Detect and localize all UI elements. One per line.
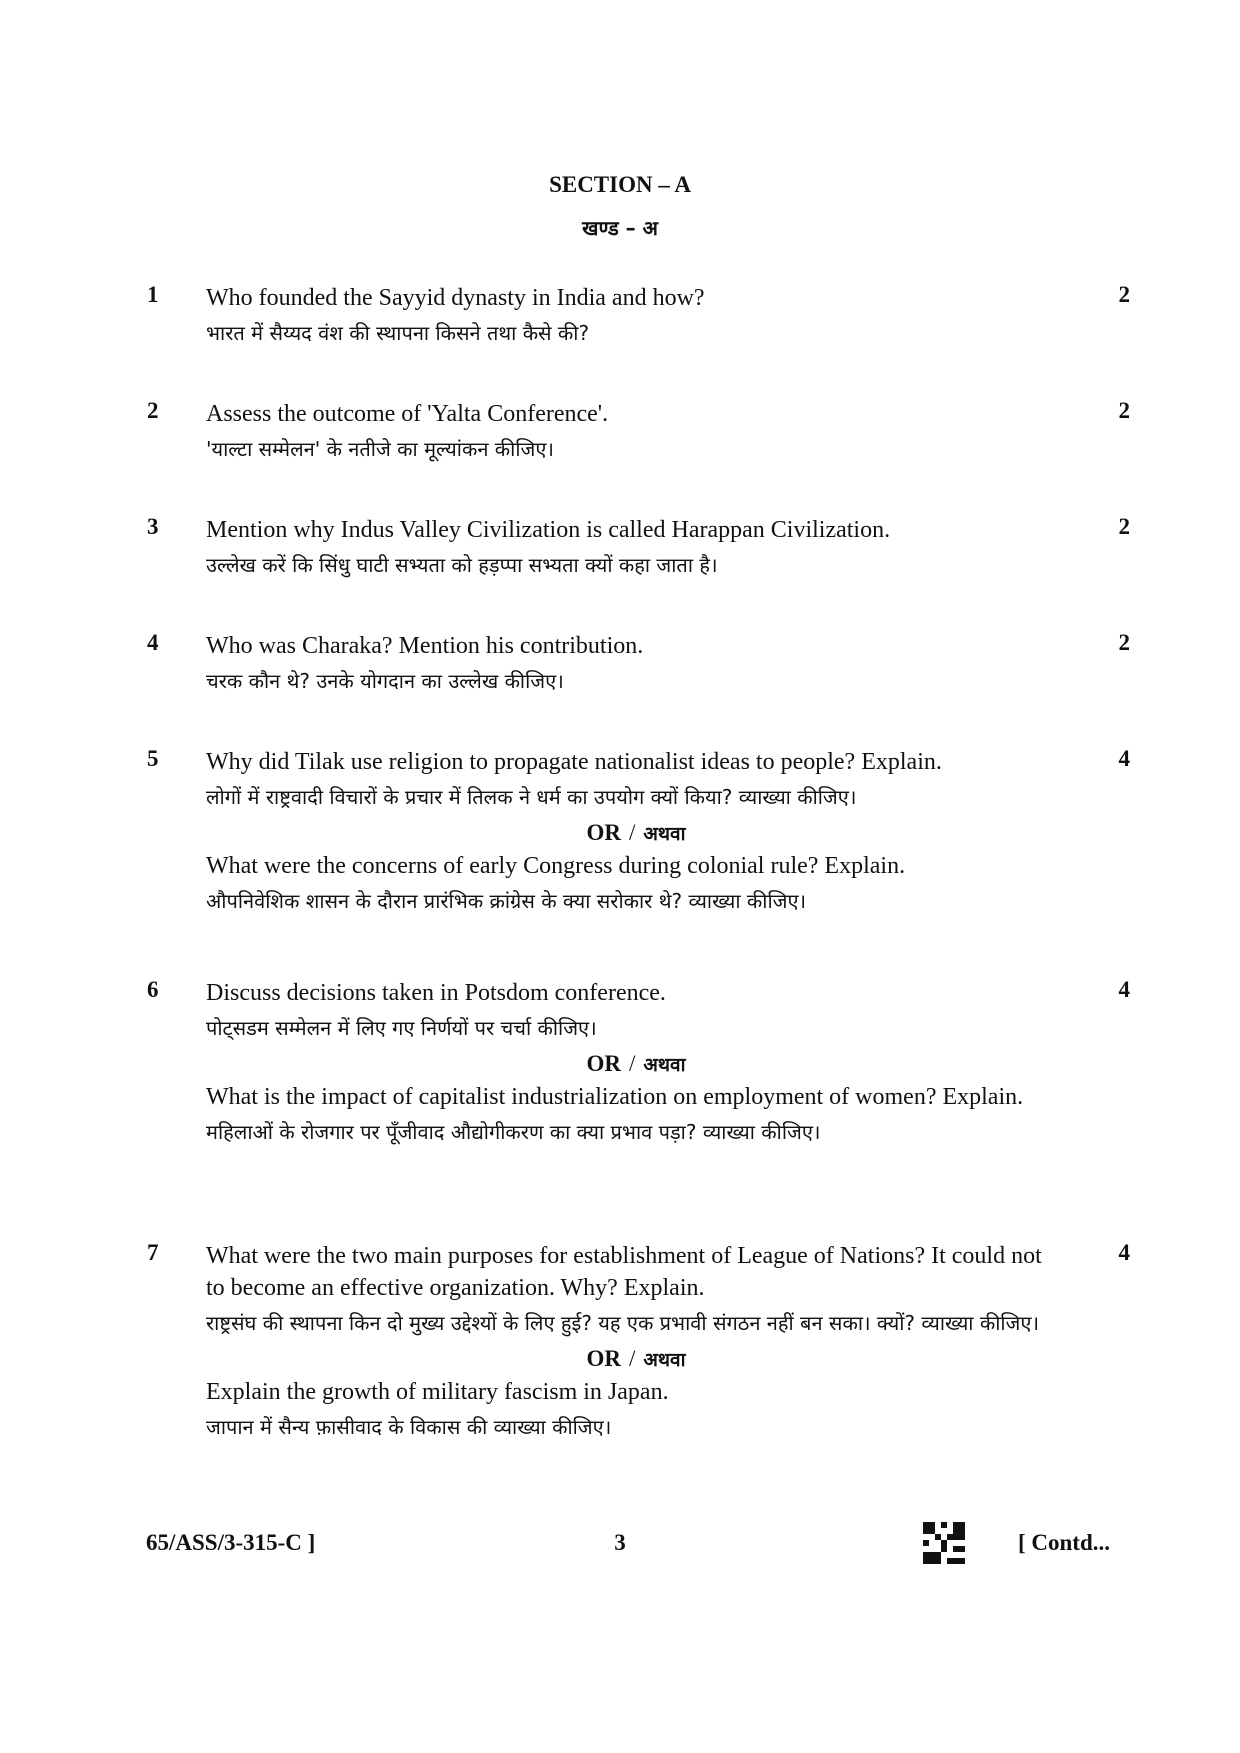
or-separator: OR / अथवा [586, 1346, 686, 1371]
paper-code: 65/ASS/3-315-C ] [146, 1530, 316, 1555]
page-number: 3 [614, 1530, 626, 1555]
section-title-hindi: खण्ड – अ [582, 216, 658, 240]
question-marks: 4 [1118, 746, 1130, 771]
alternate-question-en: Explain the growth of military fascism in Japan. [206, 1379, 669, 1405]
question-text-en: Who founded the Sayyid dynasty in India and how? [206, 285, 705, 311]
continued-label: [ Contd... [1018, 1530, 1111, 1555]
alternate-question-en: What is the impact of capitalist industrialization on employment of women? Explain. [206, 1084, 1024, 1110]
question-number: 7 [147, 1240, 159, 1265]
question-number: 2 [147, 398, 159, 423]
section-title: SECTION – A [549, 172, 691, 197]
question-text-en: Discuss decisions taken in Potsdom conference. [206, 980, 666, 1006]
question-marks: 2 [1118, 398, 1130, 423]
question-text-en: What were the two main purposes for establishment of League of Nations? It could not to become an effective organization. Why? Explain. [206, 1243, 1042, 1301]
question-text-hi: लोगों में राष्ट्रवादी विचारों के प्रचार में तिलक ने धर्म का उपयोग क्यों किया? व्याख्या कीजिए। [206, 785, 857, 809]
question-number: 1 [147, 282, 159, 307]
question-marks: 2 [1118, 282, 1130, 307]
question-marks: 4 [1118, 1240, 1130, 1265]
question-text-hi: 'याल्टा सम्मेलन' के नतीजे का मूल्यांकन कीजिए। [206, 437, 554, 461]
question-number: 4 [147, 630, 159, 655]
question-text-hi: उल्लेख करें कि सिंधु घाटी सभ्यता को हड़प्पा सभ्यता क्यों कहा जाता है। [206, 553, 718, 577]
alternate-question-hi: महिलाओं के रोजगार पर पूँजीवाद औद्योगीकरण का क्या प्रभाव पड़ा? व्याख्या कीजिए। [206, 1120, 821, 1144]
alternate-question-hi: जापान में सैन्य फ़ासीवाद के विकास की व्याख्या कीजिए। [206, 1415, 612, 1439]
question-marks: 4 [1118, 977, 1130, 1002]
alternate-question-hi: औपनिवेशिक शासन के दौरान प्रारंभिक क्रांग्रेस के क्या सरोकार थे? व्याख्या कीजिए। [206, 889, 807, 913]
question-marks: 2 [1118, 514, 1130, 539]
alternate-question-en: What were the concerns of early Congress during colonial rule? Explain. [206, 853, 906, 879]
question-text-hi: पोट्सडम सम्मेलन में लिए गए निर्णयों पर चर्चा कीजिए। [206, 1016, 597, 1040]
question-number: 5 [147, 746, 159, 771]
question-text-hi: भारत में सैय्यद वंश की स्थापना किसने तथा कैसे की? [206, 321, 590, 345]
question-text-en: Why did Tilak use religion to propagate nationalist ideas to people? Explain. [206, 749, 942, 775]
or-separator: OR / अथवा [586, 820, 686, 845]
question-number: 3 [147, 514, 159, 539]
question-text-hi: चरक कौन थे? उनके योगदान का उल्लेख कीजिए। [206, 669, 564, 693]
question-marks: 2 [1118, 630, 1130, 655]
question-text-en: Mention why Indus Valley Civilization is called Harappan Civilization. [206, 517, 891, 543]
question-text-en: Assess the outcome of 'Yalta Conference'. [206, 401, 609, 427]
question-text-hi: राष्ट्रसंघ की स्थापना किन दो मुख्य उद्देश्यों के लिए हुई? यह एक प्रभावी संगठन नहीं बन सका। क्यों? व्याख्या कीजिए। [206, 1311, 1040, 1335]
question-number: 6 [147, 977, 159, 1002]
question-text-en: Who was Charaka? Mention his contribution. [206, 633, 644, 659]
or-separator: OR / अथवा [586, 1051, 686, 1076]
qr-code-icon [923, 1522, 965, 1564]
